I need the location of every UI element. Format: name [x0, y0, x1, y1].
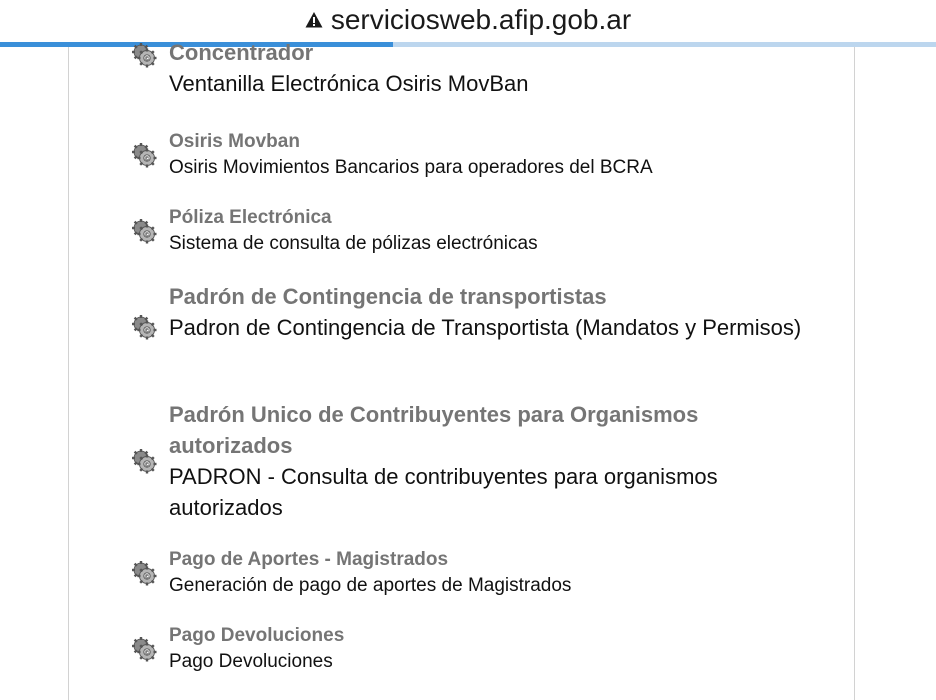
service-item-pago-devoluciones[interactable]	[69, 623, 854, 679]
service-description: Generación de pago de aportes de Magistrados	[169, 575, 572, 596]
service-title[interactable]: Concentrador	[169, 40, 314, 65]
warning-triangle-icon	[305, 11, 323, 29]
browser-address-bar[interactable]	[0, 0, 936, 42]
service-title[interactable]: Póliza Electrónica	[169, 207, 332, 228]
url-text: serviciosweb.afip.gob.ar	[330, 4, 632, 35]
service-title[interactable]: Pago de Aportes - Magistrados	[169, 549, 449, 570]
service-item-padron-contingencia[interactable]	[69, 281, 854, 377]
service-description: Ventanilla Electrónica Osiris MovBan	[169, 71, 529, 96]
service-description: Osiris Movimientos Bancarios para operadores del BCRA	[169, 157, 653, 178]
gear-icon	[131, 141, 159, 169]
service-title[interactable]: Padrón Unico de Contribuyentes para Organismos autorizados	[169, 402, 699, 458]
url-display[interactable]	[305, 4, 631, 36]
gear-icon	[131, 559, 159, 587]
service-title[interactable]: Pago Devoluciones	[169, 625, 345, 646]
gear-icon	[131, 447, 159, 475]
services-list-panel	[68, 40, 855, 700]
service-description: Sistema de consulta de pólizas electrónicas	[169, 233, 538, 254]
service-item-poliza-electronica[interactable]	[69, 205, 854, 261]
gear-icon	[131, 41, 159, 69]
gear-icon	[131, 313, 159, 341]
gear-icon	[131, 217, 159, 245]
service-description: PADRON - Consulta de contribuyentes para organismos autorizados	[169, 464, 718, 520]
service-title[interactable]: Padrón de Contingencia de transportistas	[169, 284, 607, 309]
service-title[interactable]: Osiris Movban	[169, 131, 300, 152]
service-description: Pago Devoluciones	[169, 651, 333, 672]
service-item-padron-unico[interactable]	[69, 399, 854, 527]
service-description: Padron de Contingencia de Transportista (Mandatos y Permisos)	[169, 315, 802, 340]
service-item-osiris-movban[interactable]	[69, 129, 854, 185]
service-item-pago-aportes-magistrados[interactable]	[69, 547, 854, 603]
gear-icon	[131, 635, 159, 663]
service-item-concentrador[interactable]	[69, 41, 854, 105]
